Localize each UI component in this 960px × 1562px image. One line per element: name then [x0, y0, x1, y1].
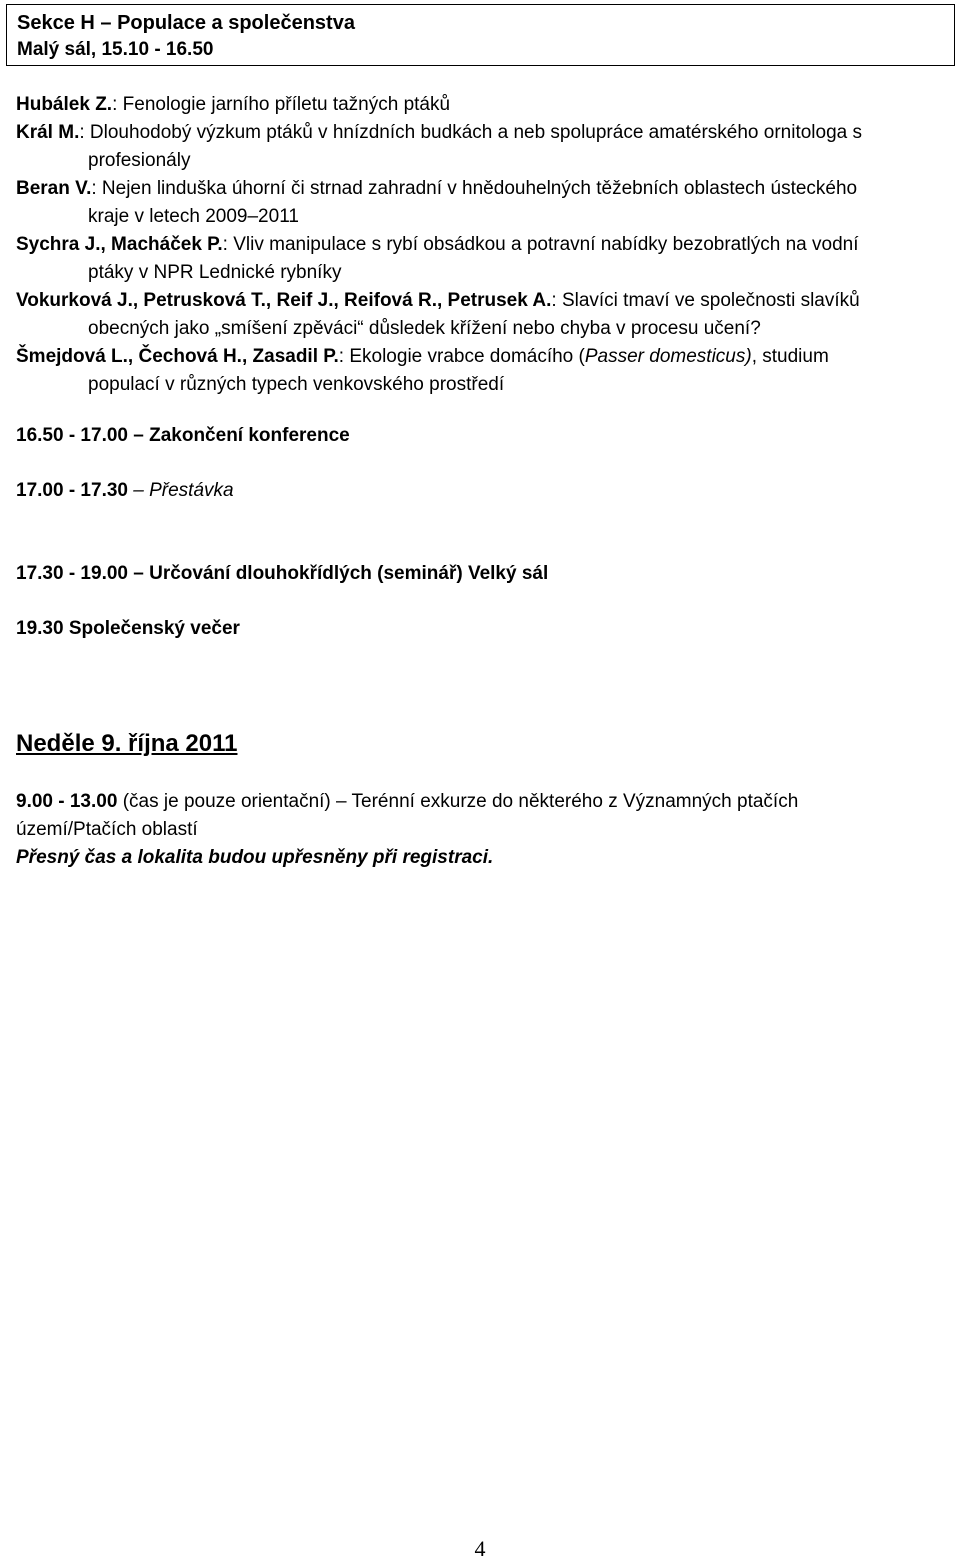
talk-title-cont: ptáky v NPR Lednické rybníky: [88, 262, 342, 283]
room-time: Malý sál, 15.10 - 16.50: [17, 39, 214, 60]
talk-title-cont: obecných jako „smíšení zpěváci“ důsledek křížení nebo chyba v procesu učení?: [88, 318, 761, 339]
talk-title-cont: kraje v letech 2009–2011: [88, 206, 299, 227]
closing-item: 16.50 - 17.00 – Zakončení konference: [16, 425, 350, 446]
talk-title: Dlouhodobý výzkum ptáků v hnízdních budkách a neb spolupráce amatérského ornitologa s: [89, 122, 863, 143]
excursion-time: 9.00 - 13.00: [16, 791, 118, 812]
talk-title: Fenologie jarního příletu tažných ptáků: [122, 94, 451, 115]
break-label: – Přestávka: [127, 480, 234, 501]
excursion-desc-cont: území/Ptačích oblastí: [16, 819, 198, 840]
evening-item: 19.30 Společenský večer: [16, 618, 240, 639]
talk-title: Slavíci tmaví ve společnosti slavíků: [561, 290, 860, 311]
talk-authors: Vokurková J., Petrusková T., Reif J., Reifová R., Petrusek A.: [16, 290, 552, 311]
break-item: [16, 477, 234, 505]
talk-title: Ekologie vrabce domácího (: [349, 346, 585, 367]
talk-authors: Král M.: [16, 122, 80, 143]
seminar-item: 17.30 - 19.00 – Určování dlouhokřídlých (seminář) Velký sál: [16, 563, 549, 584]
page-number: 4: [474, 1536, 486, 1561]
registration-note: Přesný čas a lokalita budou upřesněny při registraci.: [16, 847, 494, 868]
talk-item: Hubálek Z.: Fenologie jarního příletu tažných ptáků: [16, 94, 451, 115]
talk-authors: Sychra J., Macháček P.: [16, 234, 223, 255]
talk-item: Sychra J., Macháček P.: Vliv manipulace s rybí obsádkou a potravní nabídky bezobratlých na vodní ptáky v NPR Lednické rybníky: [16, 231, 946, 287]
section-title: Sekce H – Populace a společenstva: [17, 12, 355, 34]
talk-item: Vokurková J., Petrusková T., Reif J., Reifová R., Petrusek A.: Slavíci tmaví ve společnosti slavíků obecných jako „smíšení zpěváci“ důsledek křížení nebo chyba v procesu učení?: [16, 287, 946, 343]
talk-item: Šmejdová L., Čechová H., Zasadil P.: Ekologie vrabce domácího (Passer domesticus), studium populací v různých typech venkovského prostředí: [16, 343, 946, 399]
talk-title-cont: populací v různých typech venkovského prostředí: [88, 374, 505, 395]
talk-authors: Hubálek Z.: [16, 94, 113, 115]
species-name: Passer domesticus): [584, 346, 752, 367]
excursion-item: [16, 788, 946, 872]
talk-title: Vliv manipulace s rybí obsádkou a potravní nabídky bezobratlých na vodní: [233, 234, 859, 255]
talk-item: Beran V.: Nejen linduška úhorní či strnad zahradní v hnědouhelných těžebních oblastech ústeckého kraje v letech 2009–2011: [16, 175, 946, 231]
talk-title: Nejen linduška úhorní či strnad zahradní v hnědouhelných těžebních oblastech ústeckého: [101, 178, 858, 199]
excursion-desc: (čas je pouze orientační) – Terénní exkurze do některého z Významných ptačích: [117, 791, 799, 812]
talk-authors: Šmejdová L., Čechová H., Zasadil P.: [16, 346, 339, 367]
talk-authors: Beran V.: [16, 178, 92, 199]
talk-item: Král M.: Dlouhodobý výzkum ptáků v hnízdních budkách a neb spolupráce amatérského ornitologa s profesionály: [16, 119, 946, 175]
talk-title-cont: profesionály: [88, 150, 191, 171]
break-time: 17.00 - 17.30: [16, 480, 128, 501]
talk-list: [16, 91, 946, 399]
section-header-box: [6, 4, 955, 66]
sunday-heading: Neděle 9. října 2011: [16, 730, 238, 757]
